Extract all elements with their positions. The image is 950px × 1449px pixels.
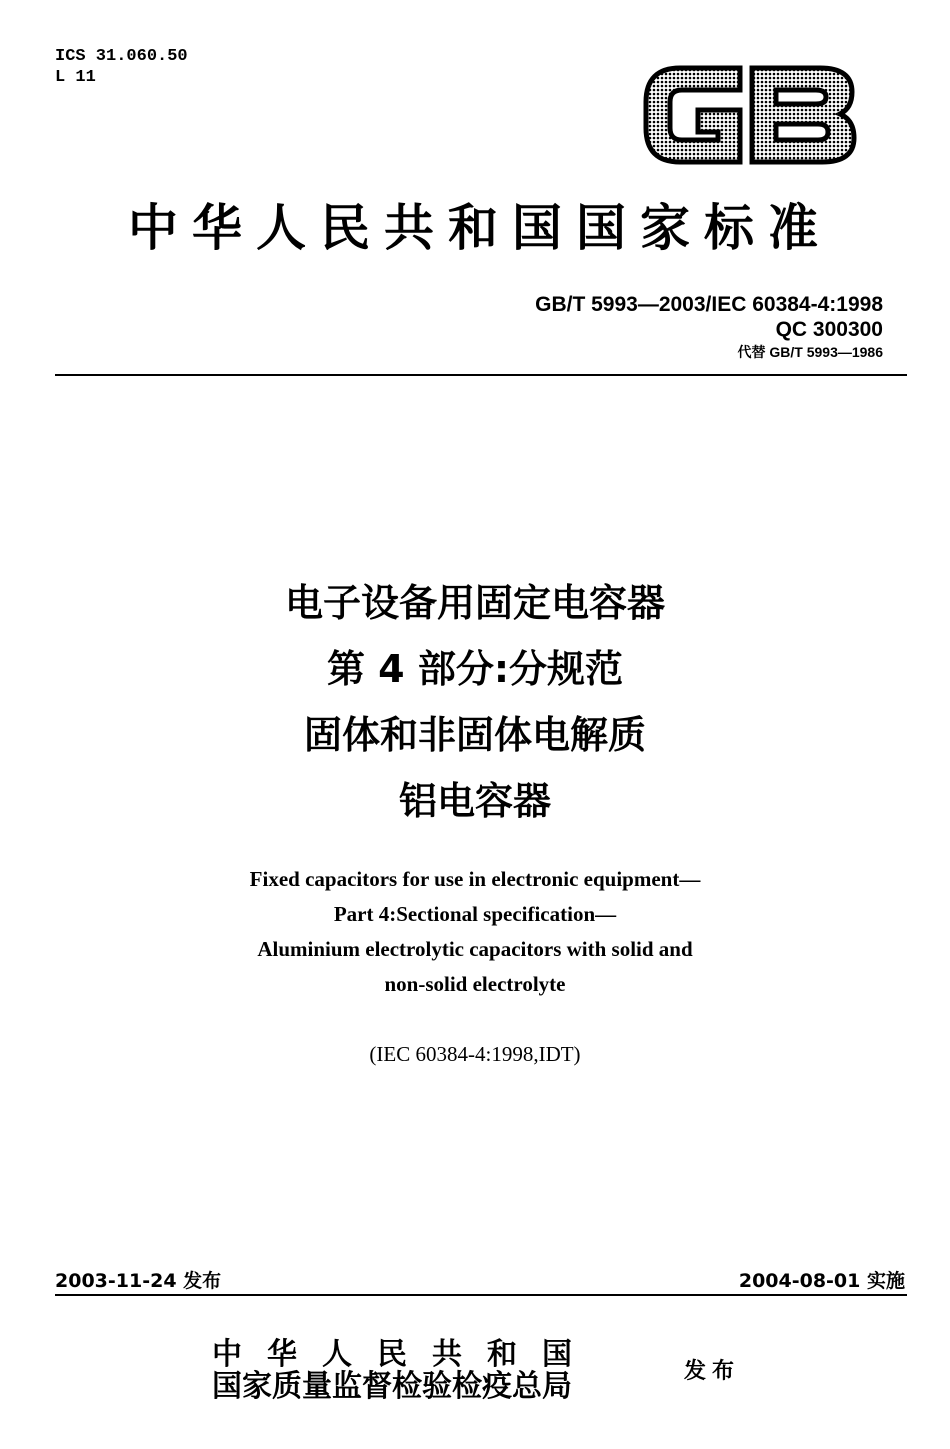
cn-title-line-4: 铝电容器 <box>398 779 551 823</box>
qc-number: QC 300300 <box>775 318 883 341</box>
classification-codes <box>55 46 188 88</box>
footer-divider <box>55 1294 907 1296</box>
english-title <box>0 862 950 1002</box>
cn-title-line-2: 第 4 部分:分规范 <box>326 647 624 691</box>
en-title-line-3: Aluminium electrolytic capacitors with solid and <box>257 937 693 961</box>
header-divider <box>55 374 907 376</box>
issuer-line-2: 国家质量监督检验检疫总局 <box>212 1369 572 1404</box>
cn-title-line-1: 电子设备用固定电容器 <box>284 581 665 625</box>
national-standard-title: 中华人民共和国国家标准 <box>128 198 832 257</box>
publish-label: 发布 <box>684 1358 741 1384</box>
en-title-line-4: non-solid electrolyte <box>384 972 566 996</box>
ics-code: ICS 31.060.50 <box>55 47 188 66</box>
implementation-date: 2004-08-01 实施 <box>738 1270 905 1292</box>
en-title-line-2: Part 4:Sectional specification— <box>333 902 617 926</box>
issuer-line-1: 中华人民共和国 <box>212 1337 597 1372</box>
standard-codes <box>535 292 883 362</box>
gb-logo-icon <box>640 60 860 170</box>
standard-number: GB/T 5993—2003/IEC 60384-4:1998 <box>535 293 883 316</box>
replaces-standard: 代替 GB/T 5993—1986 <box>737 344 883 360</box>
issue-date: 2003-11-24 发布 <box>55 1270 222 1292</box>
ccs-code: L 11 <box>55 68 96 87</box>
en-title-line-1: Fixed capacitors for use in electronic equipment— <box>249 867 701 891</box>
chinese-title <box>0 570 950 834</box>
cn-title-line-3: 固体和非固体电解质 <box>303 713 646 757</box>
iec-equivalence: (IEC 60384-4:1998,IDT) <box>369 1042 581 1066</box>
